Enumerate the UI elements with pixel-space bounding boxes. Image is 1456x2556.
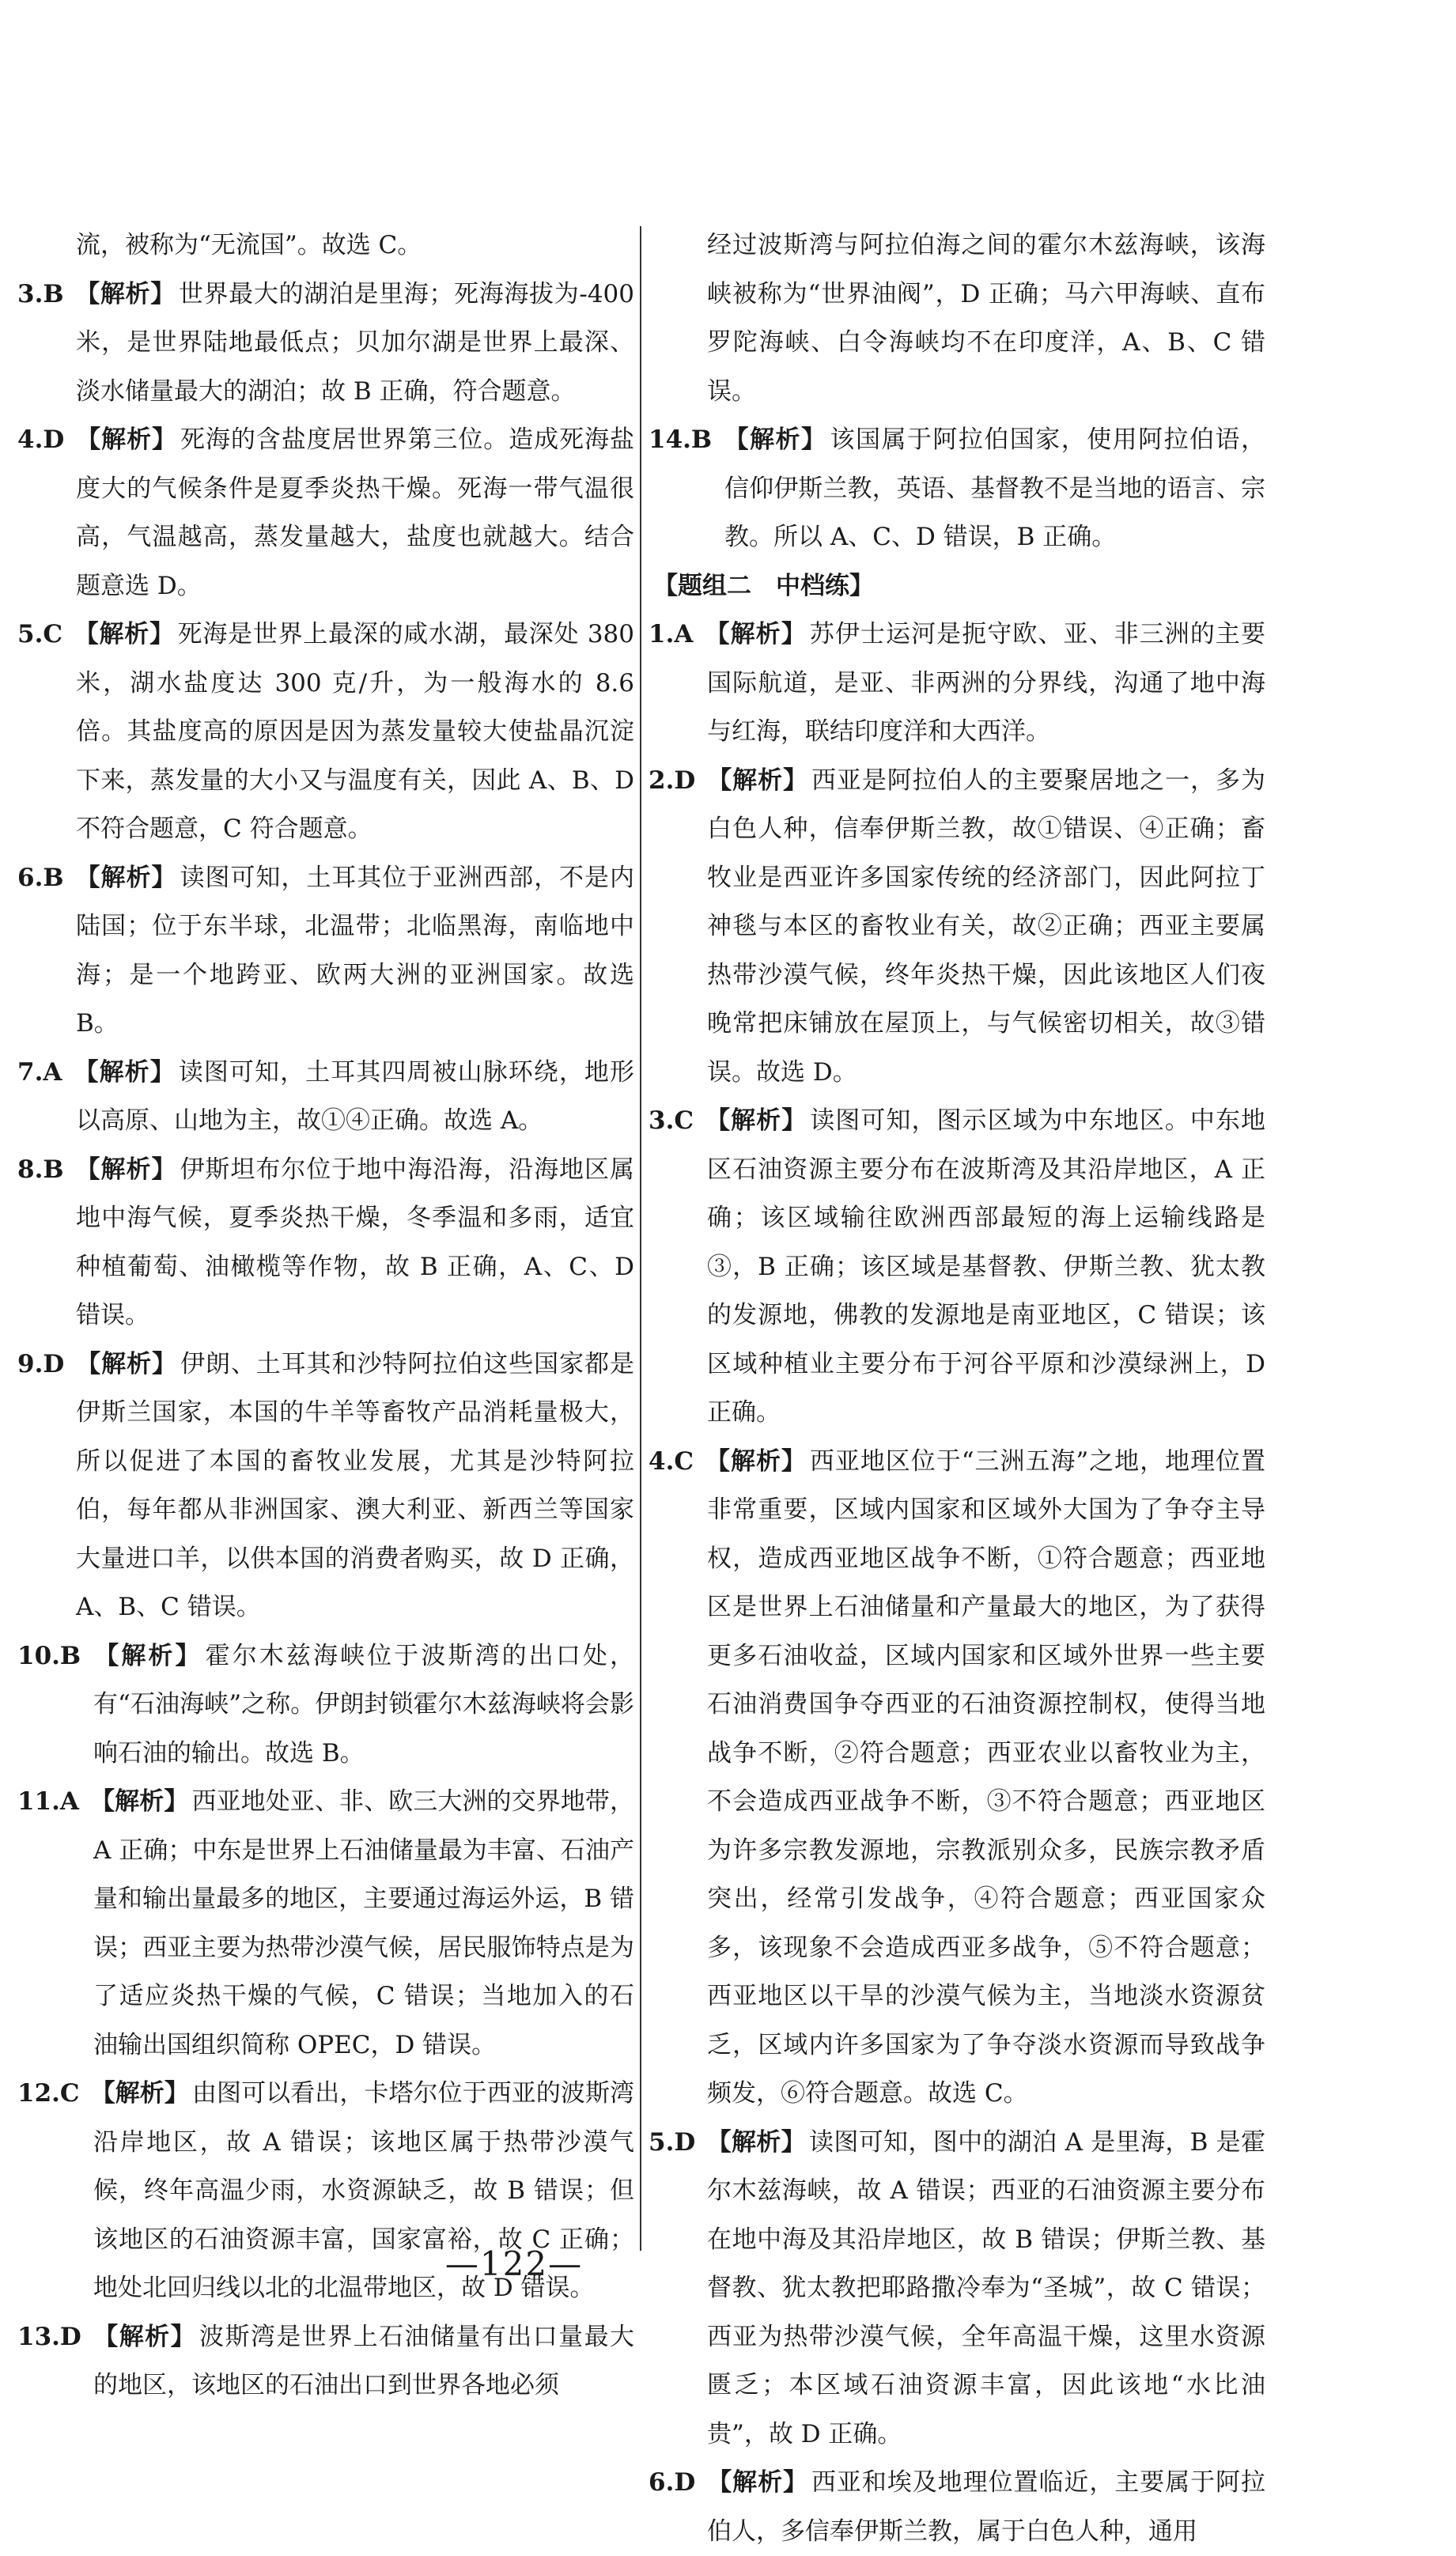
- answer-number: 7.A: [17, 1057, 62, 1087]
- answer-item: [17, 270, 634, 417]
- answer-item: [649, 611, 1265, 757]
- analysis-text: 读图可知，图示区域为中东地区。中东地区石油资源主要分布在波斯湾及其沿岸地区，A 正确；该区域输往欧洲西部最短的海上运输线路是③，B 正确；该区域是基督教、伊斯兰教、犹太教的发源地，佛教的发源地是南亚地区，C 错误；该区域种植业主要分布于河谷平原和沙漠绿洲上，D 正确。: [707, 1106, 1266, 1427]
- answer-item: [649, 1097, 1265, 1438]
- analysis-tag: 【解析】: [706, 766, 808, 795]
- analysis-text: 伊朗、土耳其和沙特阿拉伯这些国家都是伊斯兰国家，本国的牛羊等畜牧产品消耗量极大，所以促进了本国的畜牧业发展，尤其是沙特阿拉伯，每年都从非洲国家、澳大利亚、新西兰等国家大量进口羊，以供本国的消费者购买，故 D 正确，A、B、C 错误。: [76, 1349, 635, 1621]
- answer-number: 3.B: [17, 279, 64, 308]
- answer-number: 6.B: [17, 863, 64, 892]
- column-divider: [640, 226, 641, 2251]
- analysis-tag: 【解析】: [75, 1349, 177, 1378]
- analysis-text: 死海的含盐度居世界第三位。造成死海盐度大的气候条件是夏季炎热干燥。死海一带气温很高，气温越高，蒸发量越大，盐度也就越大。结合题意选 D。: [76, 425, 635, 600]
- answer-number: 14.B: [649, 425, 713, 454]
- answer-number: 6.D: [649, 2468, 696, 2497]
- answer-number: 13.D: [17, 2322, 81, 2351]
- analysis-tag: 【解析】: [704, 620, 807, 648]
- analysis-tag: 【解析】: [706, 2127, 806, 2157]
- answer-number: 5.C: [17, 620, 63, 648]
- analysis-text: 世界最大的湖泊是里海；死海海拔为-400 米，是世界陆地最低点；贝加尔湖是世界上最深、淡水储量最大的湖泊；故 B 正确，符合题意。: [76, 279, 634, 406]
- analysis-tag: 【解析】: [89, 1787, 189, 1816]
- continued-text: 经过波斯湾与阿拉伯海之间的霍尔木兹海峡，该海峡被称为“世界油阀”，D 正确；马六甲海峡、直布罗陀海峡、白令海峡均不在印度洋，A、B、C 错误。: [707, 231, 1265, 406]
- analysis-text: 苏伊士运河是扼守欧、亚、非三洲的主要国际航道，是亚、非两洲的分界线，沟通了地中海与红海，联结印度洋和大西洋。: [707, 620, 1265, 746]
- answer-item: [649, 2119, 1265, 2460]
- answer-item: [17, 611, 634, 854]
- analysis-tag: 【解析】: [92, 1641, 202, 1670]
- analysis-text: 该国属于阿拉伯国家，使用阿拉伯语，信仰伊斯兰教，英语、基督教不是当地的语言、宗教。所以 A、C、D 错误，B 正确。: [724, 425, 1266, 551]
- analysis-text: 西亚地区位于“三洲五海”之地，地理位置非常重要，区域内国家和区域外大国为了争夺主导权，造成西亚地区战争不断，①符合题意；西亚地区是世界上石油储量和产量最大的地区，为了获得更多石油收益，区域内国家和区域外世界一些主要石油消费国争夺西亚的石油资源控制权，使得当地战争不断，②符合题意；西亚农业以畜牧业为主，不会造成西亚战争不断，③不符合题意；西亚地区为许多宗教发源地，宗教派别众多，民族宗教矛盾突出，经常引发战争，④符合题意；西亚国家众多，该现象不会造成西亚多战争，⑤不符合题意；西亚地区以干旱的沙漠气候为主，当地淡水资源贫乏，区域内许多国家为了争夺淡水资源而导致战争频发，⑥符合题意。故选 C。: [707, 1446, 1265, 2108]
- analysis-text: 伊斯坦布尔位于地中海沿海，沿海地区属地中海气候，夏季炎热干燥，冬季温和多雨，适宜种植葡萄、油橄榄等作物，故 B 正确，A、C、D 错误。: [76, 1155, 635, 1329]
- answer-number: 5.D: [649, 2127, 696, 2157]
- answer-item: [649, 2459, 1265, 2556]
- answer-number: 4.C: [649, 1446, 694, 1476]
- answer-number: 10.B: [17, 1641, 81, 1670]
- analysis-tag: 【解析】: [90, 2079, 189, 2108]
- left-column: [17, 221, 634, 2410]
- continued-text: 流，被称为“无流国”。故选 C。: [76, 231, 422, 259]
- analysis-tag: 【解析】: [74, 863, 177, 892]
- answer-item: [649, 757, 1265, 1098]
- analysis-tag: 【解析】: [705, 1106, 807, 1135]
- answer-number: 11.A: [17, 1787, 79, 1816]
- analysis-tag: 【解析】: [73, 1057, 176, 1087]
- analysis-tag: 【解析】: [723, 425, 827, 454]
- analysis-text: 霍尔木兹海峡位于波斯湾的出口处，有“石油海峡”之称。伊朗封锁霍尔木兹海峡将会影响石油的输出。故选 B。: [93, 1641, 635, 1768]
- answer-item: [17, 1146, 634, 1340]
- answer-number: 2.D: [649, 766, 696, 795]
- answer-item: [17, 1778, 634, 2070]
- answer-item: [17, 1049, 634, 1146]
- analysis-text: 波斯湾是世界上石油储量有出口量最大的地区，该地区的石油出口到世界各地必须: [93, 2322, 635, 2399]
- answer-number: 12.C: [17, 2079, 80, 2108]
- analysis-tag: 【解析】: [705, 1446, 807, 1476]
- analysis-tag: 【解析】: [74, 620, 175, 648]
- answer-number: 4.D: [17, 425, 65, 454]
- answer-item: [17, 1632, 634, 1779]
- analysis-tag: 【解析】: [74, 1155, 177, 1184]
- answer-item: [649, 416, 1265, 562]
- analysis-text: 读图可知，图中的湖泊 A 是里海，B 是霍尔木兹海峡，故 A 错误；西亚的石油资源主要分布在地中海及其沿岸地区，故 B 错误；伊斯兰教、基督教、犹太教把耶路撒冷奉为“圣城”，故 C 错误；西亚为热带沙漠气候，全年高温干燥，这里水资源匮乏；本区域石油资源丰富，因此该地“水比油贵”，故 D 正确。: [707, 2127, 1266, 2448]
- analysis-tag: 【解析】: [706, 2468, 808, 2497]
- analysis-tag: 【解析】: [74, 279, 176, 308]
- answer-item: [17, 416, 634, 611]
- answer-number: 3.C: [649, 1106, 694, 1135]
- answer-item: [17, 2313, 634, 2410]
- answer-item: [649, 1438, 1265, 2119]
- answer-number: 1.A: [649, 620, 694, 648]
- analysis-text: 死海是世界上最深的咸水湖，最深处 380 米，湖水盐度达 300 克/升，为一般海水的 8.6 倍。其盐度高的原因是因为蒸发量较大使盐晶沉淀下来，蒸发量的大小又与温度有关，因此 A、B、D 不符合题意，C 符合题意。: [76, 620, 634, 843]
- section-heading: 【题组二 中档练】: [653, 571, 874, 600]
- answer-number: 9.D: [17, 1349, 65, 1378]
- answer-number: 8.B: [17, 1155, 64, 1184]
- analysis-tag: 【解析】: [75, 425, 177, 454]
- analysis-text: 西亚地处亚、非、欧三大洲的交界地带，A 正确；中东是世界上石油储量最为丰富、石油产量和输出量最多的地区，主要通过海运外运，B 错误；西亚主要为热带沙漠气候，居民服饰特点是为了适应炎热干燥的气候，C 错误；当地加入的石油输出国组织简称 OPEC，D 错误。: [93, 1787, 635, 2059]
- analysis-text: 读图可知，土耳其四周被山脉环绕，地形以高原、山地为主，故①④正确。故选 A。: [76, 1057, 634, 1135]
- analysis-text: 读图可知，土耳其位于亚洲西部，不是内陆国；位于东半球，北温带；北临黑海，南临地中海；是一个地跨亚、欧两大洲的亚洲国家。故选 B。: [76, 863, 635, 1038]
- analysis-text: 西亚和埃及地理位置临近，主要属于阿拉伯人，多信奉伊斯兰教，属于白色人种，通用: [707, 2468, 1266, 2546]
- answer-item: [17, 854, 634, 1049]
- analysis-text: 西亚是阿拉伯人的主要聚居地之一，多为白色人种，信奉伊斯兰教，故①错误、④正确；畜牧业是西亚许多国家传统的经济部门，因此阿拉丁神毯与本区的畜牧业有关，故②正确；西亚主要属热带沙漠气候，终年炎热干燥，因此该地区人们夜晚常把床铺放在屋顶上，与气候密切相关，故③错误。故选 D。: [707, 766, 1266, 1087]
- answer-item: [17, 1340, 634, 1632]
- analysis-text: 由图可以看出，卡塔尔位于西亚的波斯湾沿岸地区，故 A 错误；该地区属于热带沙漠气候，终年高温少雨，水资源缺乏，故 B 错误；但该地区的石油资源丰富，国家富裕，故 C 正确；地处北回归线以北的北温带地区，故 D 错误。: [93, 2079, 635, 2302]
- analysis-tag: 【解析】: [92, 2322, 197, 2351]
- right-column: [649, 221, 1265, 2556]
- page-number: —122—: [444, 2244, 584, 2283]
